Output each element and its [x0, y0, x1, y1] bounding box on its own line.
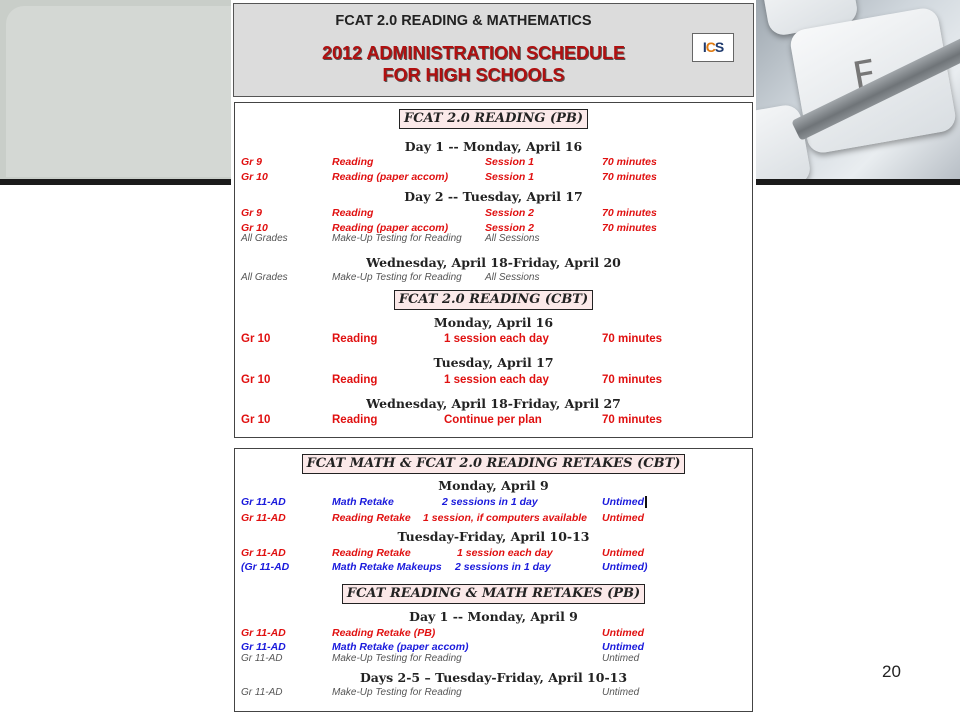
left-banner-panel	[6, 6, 231, 177]
schedule-row: Gr 10 Reading 1 session each day 70 minutes	[241, 333, 663, 345]
section-title: FCAT MATH & FCAT 2.0 READING RETAKES (CBT)	[235, 454, 752, 474]
schedule-row: Gr 11-AD Reading Retake 1 session each day Untimed	[241, 547, 644, 559]
day-heading: Monday, April 9	[438, 478, 549, 493]
header-title	[234, 42, 713, 86]
section-title: FCAT 2.0 READING (PB)	[235, 109, 752, 129]
schedule-row: Gr 10 Reading (paper accom) Session 1 70 minutes	[241, 171, 657, 183]
day-heading: Tuesday, April 17	[433, 355, 554, 370]
schedule-panel-retakes	[234, 448, 753, 712]
schedule-row: All Grades Make-Up Testing for Reading All Sessions	[241, 233, 540, 244]
day-heading: Day 1 -- Monday, April 16	[404, 139, 583, 154]
section-title: FCAT 2.0 READING (CBT)	[235, 290, 752, 310]
key-letter: F	[849, 51, 880, 102]
day-heading: Tuesday-Friday, April 10-13	[397, 529, 590, 544]
day-heading: Days 2-5 – Tuesday-Friday, April 10-13	[359, 670, 628, 685]
schedule-row: Gr 11-AD Math Retake 2 sessions in 1 day Untimed	[235, 496, 752, 510]
header-subtitle: FCAT 2.0 READING & MATHEMATICS	[335, 13, 592, 29]
header-title-line1: 2012 ADMINISTRATION SCHEDULE	[321, 43, 626, 63]
schedule-row: Gr 10 Reading (paper accom) Session 2 70 minutes	[241, 222, 657, 234]
schedule-row: Gr 11-AD Reading Retake (PB) Untimed	[241, 627, 644, 639]
day-heading: Day 1 -- Monday, April 9	[409, 609, 578, 624]
schedule-row: Gr 11-AD Make-Up Testing for Reading Untimed	[241, 687, 640, 698]
schedule-row: Gr 10 Reading 1 session each day 70 minutes	[241, 374, 663, 386]
banner-rule	[756, 179, 960, 185]
schedule-row: Gr 9 Reading Session 2 70 minutes	[241, 207, 657, 219]
schedule-row: (Gr 11-AD Math Retake Makeups 2 sessions in 1 day Untimed)	[241, 561, 648, 573]
day-heading: Day 2 -- Tuesday, April 17	[404, 189, 583, 204]
keyboard-photo	[756, 0, 960, 185]
ics-logo: ICS	[692, 33, 734, 62]
schedule-row: Gr 9 Reading Session 1 70 minutes	[241, 156, 657, 168]
schedule-row: Gr 11-AD Reading Retake 1 session, if computers available Untimed	[241, 512, 644, 524]
banner-rule	[0, 179, 231, 185]
day-heading: Wednesday, April 18-Friday, April 20	[366, 255, 621, 270]
day-heading: Monday, April 16	[433, 315, 554, 330]
schedule-panel-reading	[234, 102, 753, 438]
slide-number: 20	[882, 662, 901, 681]
schedule-row: Gr 11-AD Math Retake (paper accom) Untimed	[241, 641, 644, 653]
section-title: FCAT READING & MATH RETAKES (PB)	[235, 584, 752, 604]
left-banner	[0, 0, 231, 185]
schedule-row: All Grades Make-Up Testing for Reading All Sessions	[241, 272, 540, 283]
day-heading: Wednesday, April 18-Friday, April 27	[366, 396, 621, 411]
schedule-row: Gr 11-AD Make-Up Testing for Reading Untimed	[241, 653, 640, 664]
header-card	[233, 3, 754, 97]
text-cursor	[645, 496, 647, 508]
schedule-row: Gr 10 Reading Continue per plan 70 minutes	[241, 414, 663, 426]
header-title-line2: FOR HIGH SCHOOLS	[382, 65, 565, 85]
